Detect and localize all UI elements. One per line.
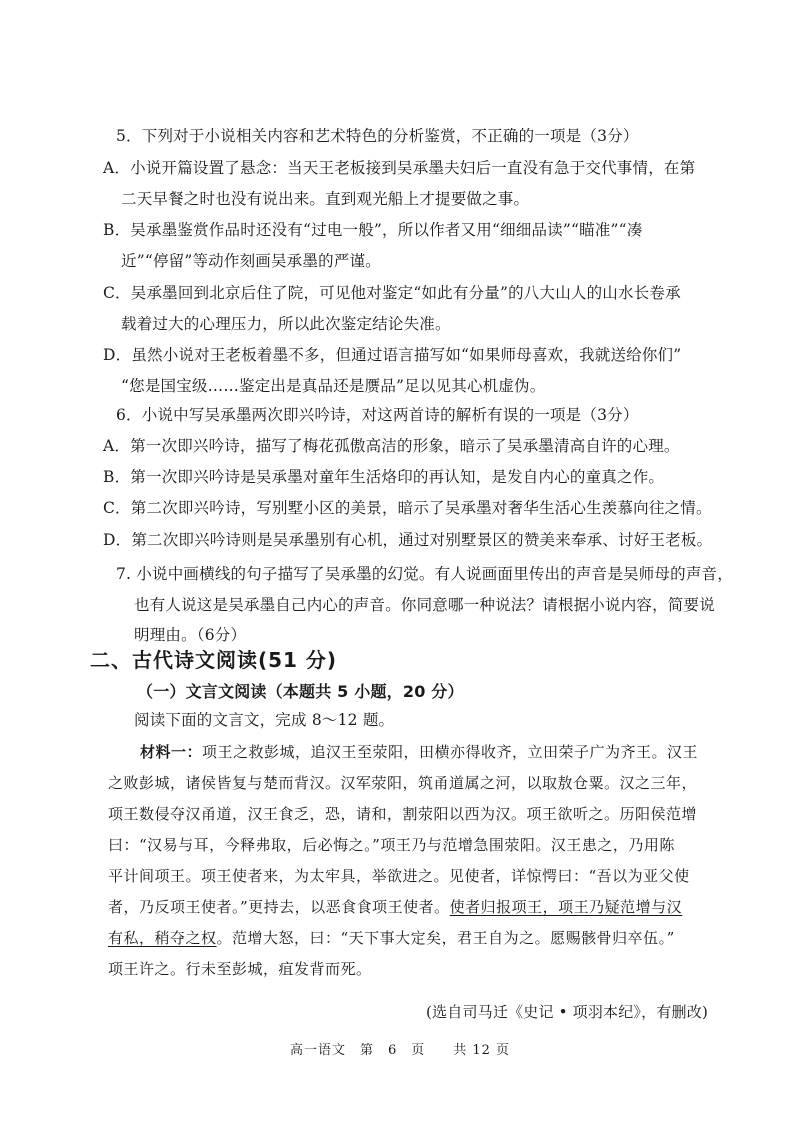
q6-option-d: D．第二次即兴吟诗则是吴承墨别有心机，通过对别墅景区的赞美来奉承、讨好王老板。 <box>103 531 713 549</box>
q5-stem: 5．下列对于小说相关内容和艺术特色的分析鉴赏，不正确的一项是（3分） <box>116 127 639 145</box>
section-title: 二、古代诗文阅读(51 分) <box>90 648 338 672</box>
q6-option-a: A．第一次即兴吟诗，描写了梅花孤傲高洁的形象，暗示了吴承墨清高自许的心理。 <box>103 437 680 455</box>
q5-option-d-line2: “您是国宝级……鉴定出是真品还是赝品”足以见其心机虚伪。 <box>121 377 546 395</box>
section-instruction: 阅读下面的文言文，完成 8～12 题。 <box>134 711 395 729</box>
q5-option-c-line2: 载着过大的心理压力，所以此次鉴定结论失准。 <box>121 315 451 333</box>
passage-line3: 项王数侵夺汉甬道，汉王食乏，恐，请和，割荥阳以西为汉。项王欲听之。历阳侯范增 <box>108 805 698 823</box>
q7-line3: 明理由。（6分） <box>134 626 247 644</box>
q5-option-b-line2: 近”“停留”等动作刻画吴承墨的严谨。 <box>121 252 381 270</box>
underlined-sentence-part1: 使者归报项王，项王乃疑范增与汉 <box>449 898 683 916</box>
q7-line2: 也有人说这是吴承墨自己内心的声音。你同意哪一种说法？请根据小说内容，简要说 <box>134 596 715 614</box>
passage-text: 。范增大怒，曰：“天下事大定矣，君王自为之。愿赐骸骨归卒伍。” <box>216 929 675 947</box>
passage-line2: 之败彭城，诸侯皆复与楚而背汉。汉军荥阳，筑甬道属之河，以取敖仓粟。汉之三年， <box>108 774 698 792</box>
passage-text: 者，乃反项王使者。”更持去，以恶食食项王使者。 <box>108 898 450 916</box>
q6-stem: 6．小说中写吴承墨两次即兴吟诗，对这两首诗的解析有误的一项是（3分） <box>116 406 639 424</box>
source-citation: (选自司马迁《史记 • 项羽本纪》，有删改) <box>426 1003 708 1021</box>
passage-line4: 曰：“汉易与耳，今释弗取，后必悔之。”项王乃与范增急围荥阳。汉王患之，乃用陈 <box>108 836 675 854</box>
material-label: 材料一： <box>140 743 203 761</box>
underlined-sentence-part2: 有私，稍夺之权 <box>108 929 217 947</box>
q5-option-c-line1: C．吴承墨回到北京后住了院，可见他对鉴定“如此有分量”的八大山人的山水长卷承 <box>103 284 681 302</box>
q6-option-b: B．第一次即兴吟诗是吴承墨对童年生活烙印的再认知，是发自内心的童真之作。 <box>103 468 665 486</box>
q5-option-a-line2: 二天早餐之时也没有说出来。直到观光船上才提要做之事。 <box>121 190 530 208</box>
passage-line5: 平计间项王。项王使者来，为太牢具，举欲进之。见使者，详惊愕曰：“吾以为亚父使 <box>108 867 690 885</box>
q5-option-a-line1: A．小说开篇设置了悬念：当天王老板接到吴承墨夫妇后一直没有急于交代事情，在第 <box>103 159 696 177</box>
q5-option-d-line1: D．虽然小说对王老板着墨不多，但通过语言描写如“如果师母喜欢，我就送给你们” <box>103 346 682 364</box>
page-footer: 高一语文 第 6 页 共 12 页 <box>289 1043 511 1058</box>
passage-line7 <box>108 928 675 948</box>
q5-option-b-line1: B．吴承墨鉴赏作品时还没有“过电一般”，所以作者又用“细细品读”“瞄准”“凑 <box>103 221 643 239</box>
q6-option-c: C．第二次即兴吟诗，写别墅小区的美景，暗示了吴承墨对奢华生活心生羡慕向往之情。 <box>103 499 712 517</box>
section-subtitle: （一）文言文阅读（本题共 5 小题，20 分） <box>137 682 464 701</box>
passage-line6 <box>108 897 682 917</box>
passage-text: 项王之救彭城，追汉王至荥阳，田横亦得收齐，立田荣子广为齐王。汉王 <box>202 743 699 761</box>
q7-line1: 7. 小说中画横线的句子描写了吴承墨的幻觉。有人说画面里传出的声音是吴师母的声音， <box>116 565 733 583</box>
passage-line1 <box>140 742 698 762</box>
passage-line8: 项王许之。行未至彭城，疽发背而死。 <box>108 960 372 978</box>
